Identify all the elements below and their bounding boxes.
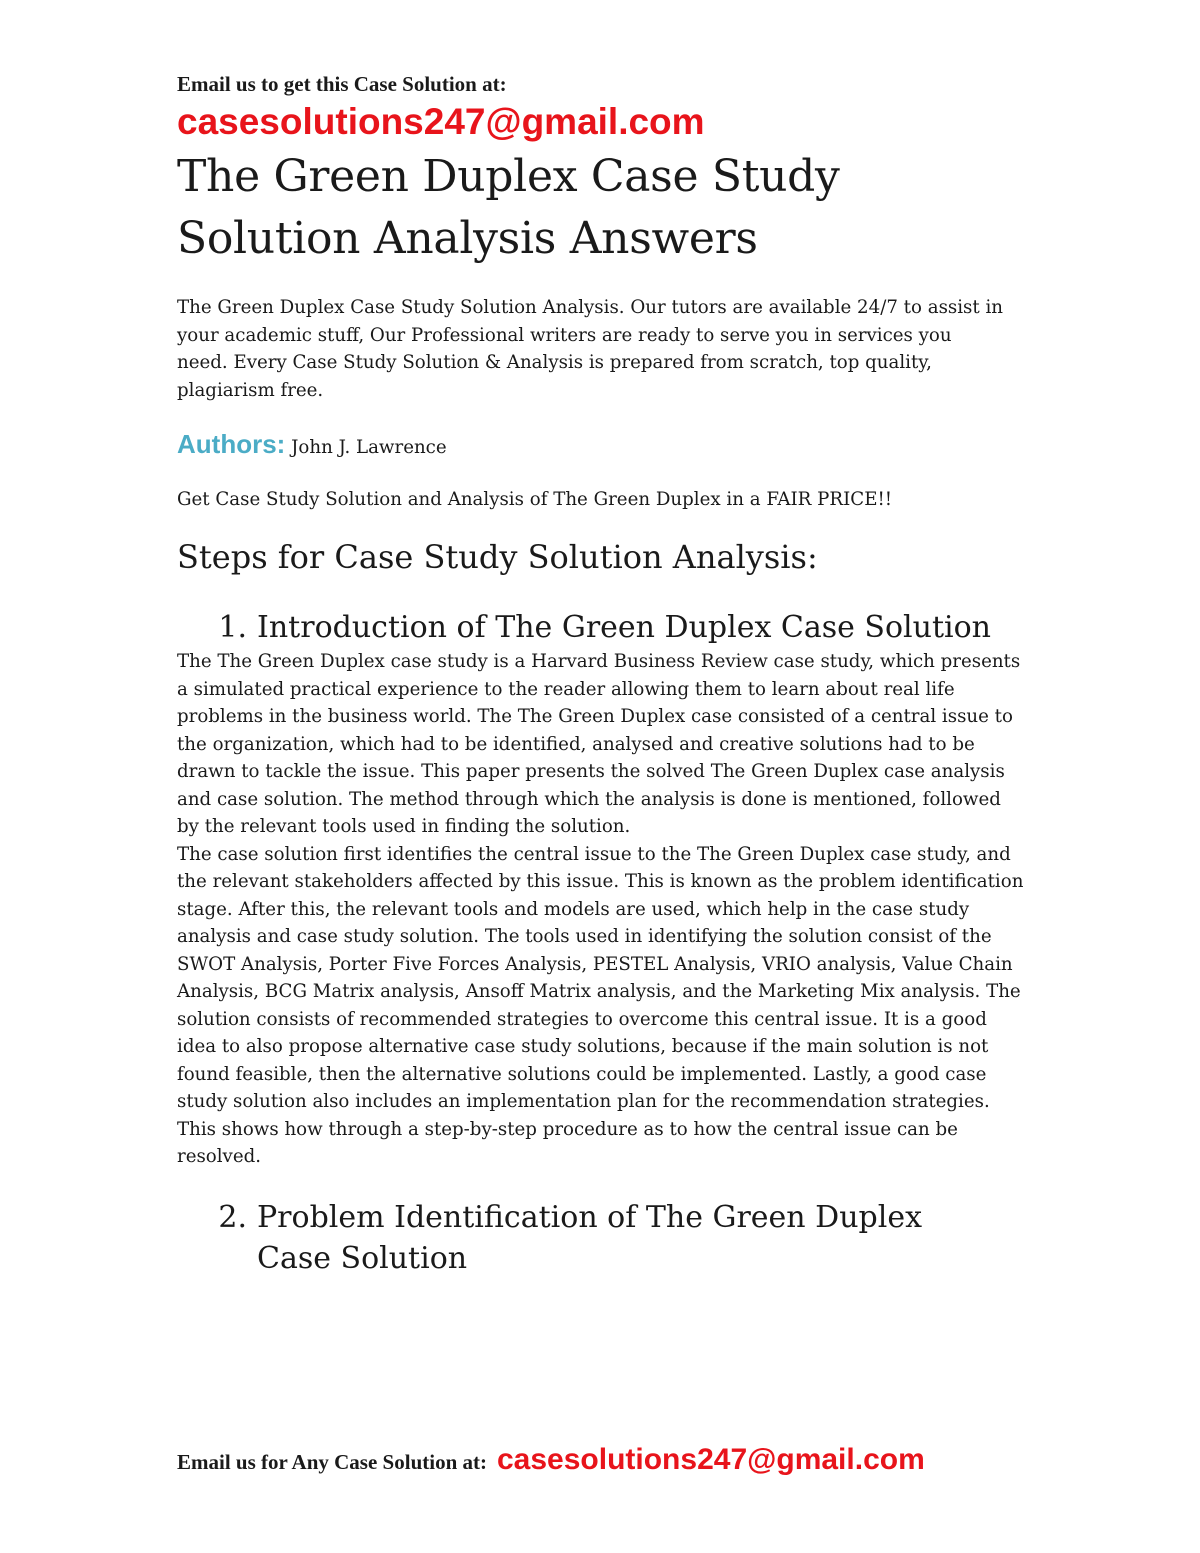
section-heading (177, 1197, 997, 1279)
section-introduction (177, 607, 1037, 1171)
section-heading (177, 607, 1037, 648)
document-title (177, 146, 1037, 270)
section-paragraph: The The Green Duplex case study is a Harvard Business Review case study, which presents a simulated practical experience to the reader allowing them to learn about real life problems in the business world. The The Green Duplex case consisted of a central issue to the organization, which had to be identified, analysed and creative solutions had to be drawn to tackle the issue. This paper presents the solved The Green Duplex case analysis and case solution. The method through which the analysis is done is mentioned, followed by the relevant tools used in finding the solution. (177, 651, 1021, 837)
authors-label: Authors: (177, 429, 286, 459)
authors-line (177, 428, 1037, 464)
footer-email-address[interactable]: casesolutions247@gmail.com (497, 1443, 925, 1476)
document-page (177, 70, 1037, 1279)
header-email-label: Email us to get this Case Solution at: (177, 72, 507, 96)
section-number: 1. (218, 610, 247, 645)
authors-names: John J. Lawrence (291, 437, 447, 458)
footer (177, 1443, 1057, 1477)
document-title-line-1: The Green Duplex Case Study (177, 151, 840, 202)
document-title-line-2: Solution Analysis Answers (177, 213, 758, 264)
header-email-address[interactable]: casesolutions247@gmail.com (177, 101, 705, 142)
section-title: Problem Identification of The Green Duplex Case Solution (257, 1199, 923, 1276)
footer-email-label: Email us for Any Case Solution at: (177, 1450, 487, 1474)
section-number: 2. (218, 1199, 247, 1235)
section-paragraph: The case solution first identifies the central issue to the The Green Duplex case study, and the relevant stakeholders affected by this issue. This is known as the problem identification stage. After this, the relevant tools and models are used, which help in the case study analysis and case study solution. The tools used in identifying the solution consist of the SWOT Analysis, Porter Five Forces Analysis, PESTEL Analysis, VRIO analysis, Value Chain Analysis, BCG Matrix analysis, Ansoff Matrix analysis, and the Marketing Mix analysis. The solution consists of recommended strategies to overcome this central issue. It is a good idea to also propose alternative case study solutions, because if the main solution is not found feasible, then the alternative solutions could be implemented. Lastly, a good case study solution also includes an implementation plan for the recommendation strategies. This shows how through a step-by-step procedure as to how the central issue can be resolved. (177, 843, 1024, 1167)
intro-paragraph: The Green Duplex Case Study Solution Analysis. Our tutors are available 24/7 to assist in your academic stuff, Our Professional writers are ready to serve you in services you need. Every Case Study Solution & Analysis is prepared from scratch, top quality, plagiarism free. (177, 297, 1004, 401)
section-problem-identification (177, 1197, 997, 1279)
section-title: Introduction of The Green Duplex Case Solution (257, 610, 991, 645)
fair-price-line: Get Case Study Solution and Analysis of The Green Duplex in a FAIR PRICE!! (177, 489, 893, 510)
steps-heading: Steps for Case Study Solution Analysis: (177, 538, 818, 576)
